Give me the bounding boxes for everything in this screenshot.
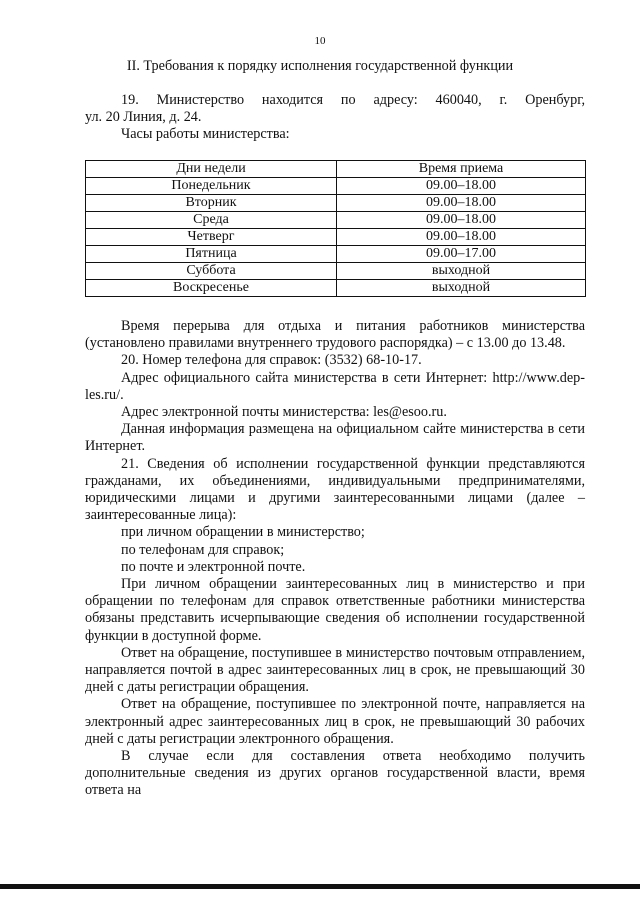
table-row bbox=[86, 263, 586, 280]
address-line-1: 19. Министерство находится по адресу: 460040, г. Оренбург, bbox=[121, 92, 585, 108]
time-cell: 09.00–18.00 bbox=[337, 212, 586, 229]
website-text: Адрес официального сайта министерства в сети Интернет: http://www.dep-les.ru/. bbox=[85, 369, 585, 403]
day-cell: Четверг bbox=[86, 229, 337, 246]
time-cell: выходной bbox=[337, 280, 586, 297]
time-cell: 09.00–18.00 bbox=[337, 178, 586, 195]
day-cell: Суббота bbox=[86, 263, 337, 280]
day-cell: Среда bbox=[86, 212, 337, 229]
time-cell: 09.00–18.00 bbox=[337, 195, 586, 212]
table-row bbox=[86, 212, 586, 229]
time-cell: 09.00–17.00 bbox=[337, 246, 586, 263]
day-cell: Вторник bbox=[86, 195, 337, 212]
main-text bbox=[85, 318, 585, 800]
list-item: по почте и электронной почте. bbox=[121, 558, 306, 575]
page-number: 10 bbox=[314, 35, 326, 47]
email-answer-text: Ответ на обращение, поступившее по электронной почте, направляется на электронный адрес заинтересованных лиц в срок, не превышающий 30 рабочих дней с даты регистрации электронного обращения. bbox=[85, 696, 585, 747]
table-row bbox=[86, 178, 586, 195]
time-cell: выходной bbox=[337, 263, 586, 280]
time-cell: 09.00–18.00 bbox=[337, 229, 586, 246]
bottom-divider bbox=[0, 884, 640, 889]
column-header-time: Время приема bbox=[337, 161, 586, 178]
mail-answer-text: Ответ на обращение, поступившее в министерство почтовым отправлением, направляется почтой в адрес заинтересованных лиц в срок, не превышающий 30 дней с даты регистрации обращения. bbox=[85, 644, 585, 696]
table-row bbox=[86, 195, 586, 212]
additional-info-text: В случае если для составления ответа необходимо получить дополнительные сведения из других органов государственной власти, время ответа на bbox=[85, 748, 585, 799]
day-cell: Пятница bbox=[86, 246, 337, 263]
info-text: Данная информация размещена на официальном сайте министерства в сети Интернет. bbox=[85, 421, 585, 455]
table-row bbox=[86, 229, 586, 246]
day-cell: Понедельник bbox=[86, 178, 337, 195]
column-header-days: Дни недели bbox=[86, 161, 337, 178]
personal-request-text: При личном обращении заинтересованных лиц в министерство и при обращении по телефонам для справок ответственные работники министерства обязаны представить исчерпывающие сведения об исполнении государственной функции в доступной форме. bbox=[85, 576, 585, 644]
list-item: по телефонам для справок; bbox=[121, 541, 285, 558]
break-time-text: Время перерыва для отдыха и питания работников министерства (установлено правилами внутреннего трудового распорядка) – с 13.00 до 13.48. bbox=[85, 318, 585, 352]
table-row bbox=[86, 280, 586, 297]
list-item: при личном обращении в министерство; bbox=[121, 524, 365, 541]
paragraph-19 bbox=[85, 92, 585, 144]
hours-label: Часы работы министерства: bbox=[121, 126, 290, 143]
address-line-2: ул. 20 Линия, д. 24. bbox=[85, 109, 202, 126]
paragraph-21-intro: 21. Сведения об исполнении государственной функции представляются гражданами, их объединениями, индивидуальными предпринимателями, юридическими лицами и другими заинтересованными лицами (далее – заинтересованные лица): bbox=[85, 455, 585, 524]
table-header-row bbox=[86, 161, 586, 178]
section-heading: II. Требования к порядку исполнения государственной функции bbox=[126, 58, 514, 74]
table-row bbox=[86, 246, 586, 263]
phone-text: 20. Номер телефона для справок: (3532) 68-10-17. bbox=[121, 352, 422, 369]
day-cell: Воскресенье bbox=[86, 280, 337, 297]
email-text: Адрес электронной почты министерства: les@esoo.ru. bbox=[121, 404, 447, 421]
working-hours-table bbox=[85, 160, 586, 297]
